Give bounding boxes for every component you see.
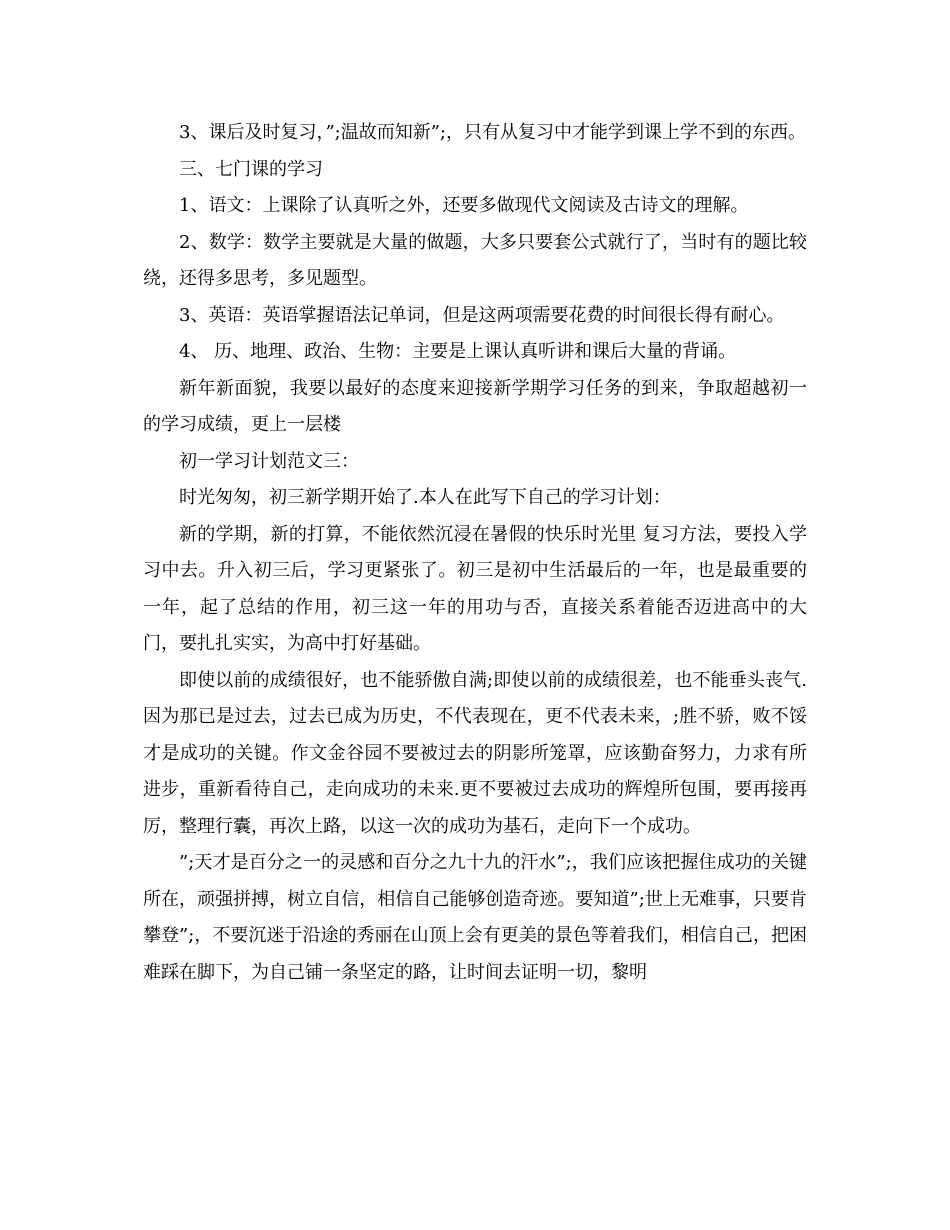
section-heading-seven-subjects: 三、七门课的学习 [179, 158, 323, 180]
heading-sample-three: 初一学习计划范文三： [179, 450, 359, 472]
paragraph-time-flies: 时光匆匆，初三新学期开始了.本人在此写下自己的学习计划： [179, 487, 671, 508]
paragraph-math: 2、数学：数学主要就是大量的做题，大多只要套公式就行了，当时有的题比较绕，还得多思考，多见题型。 [143, 231, 807, 289]
paragraph-new-semester: 新的学期，新的打算，不能依然沉浸在暑假的快乐时光里 复习方法，要投入学习中去。升入初三后，学习更紧张了。初三是初中生活最后的一年，也是最重要的一年，起了总结的作用，初三这一年的用功与否，直接关系着能否迈进高中的大门，要扎扎实实，为高中打好基础。 [143, 523, 807, 654]
paragraph-english: 3、英语：英语掌握语法记单词，但是这两项需要花费的时间很长得有耐心。 [179, 304, 785, 326]
paragraph-genius-quote: ”;天才是百分之一的灵感和百分之九十九的汗水”;，我们应该把握住成功的关键所在，顽强拼搏，树立自信，相信自己能够创造奇迹。要知道”;世上无难事，只要肯攀登”;，不要沉迷于沿途的秀丽在山顶上会有更美的景色等着我们，相信自己，把困难踩在脚下，为自己铺一条坚定的路，让时间去证明一切，黎明 [143, 852, 807, 983]
paragraph-other-subjects: 4、 历、地理、政治、生物：主要是上课认真听讲和课后大量的背诵。 [179, 341, 737, 362]
paragraph-review-tip: 3、课后及时复习，”;温故而知新”;，只有从复习中才能学到课上学不到的东西。 [179, 122, 806, 143]
document-body [143, 115, 807, 991]
paragraph-chinese: 1、语文：上课除了认真听之外，还要多做现代文阅读及古诗文的理解。 [179, 195, 749, 216]
paragraph-new-year: 新年新面貌，我要以最好的态度来迎接新学期学习任务的到来，争取超越初一的学习成绩，更上一层楼 [143, 377, 807, 435]
paragraph-past-grades: 即使以前的成绩很好，也不能骄傲自满;即使以前的成绩很差，也不能垂头丧气.因为那已是过去，过去已成为历史，不代表现在，更不代表未来，;胜不骄，败不馁才是成功的关键。作文金谷园不要被过去的阴影所笼罩，应该勤奋努力，力求有所进步，重新看待自己，走向成功的未来.更不要被过去成功的辉煌所包围，要再接再厉，整理行囊，再次上路，以这一次的成功为基石，走向下一个成功。 [143, 669, 807, 837]
